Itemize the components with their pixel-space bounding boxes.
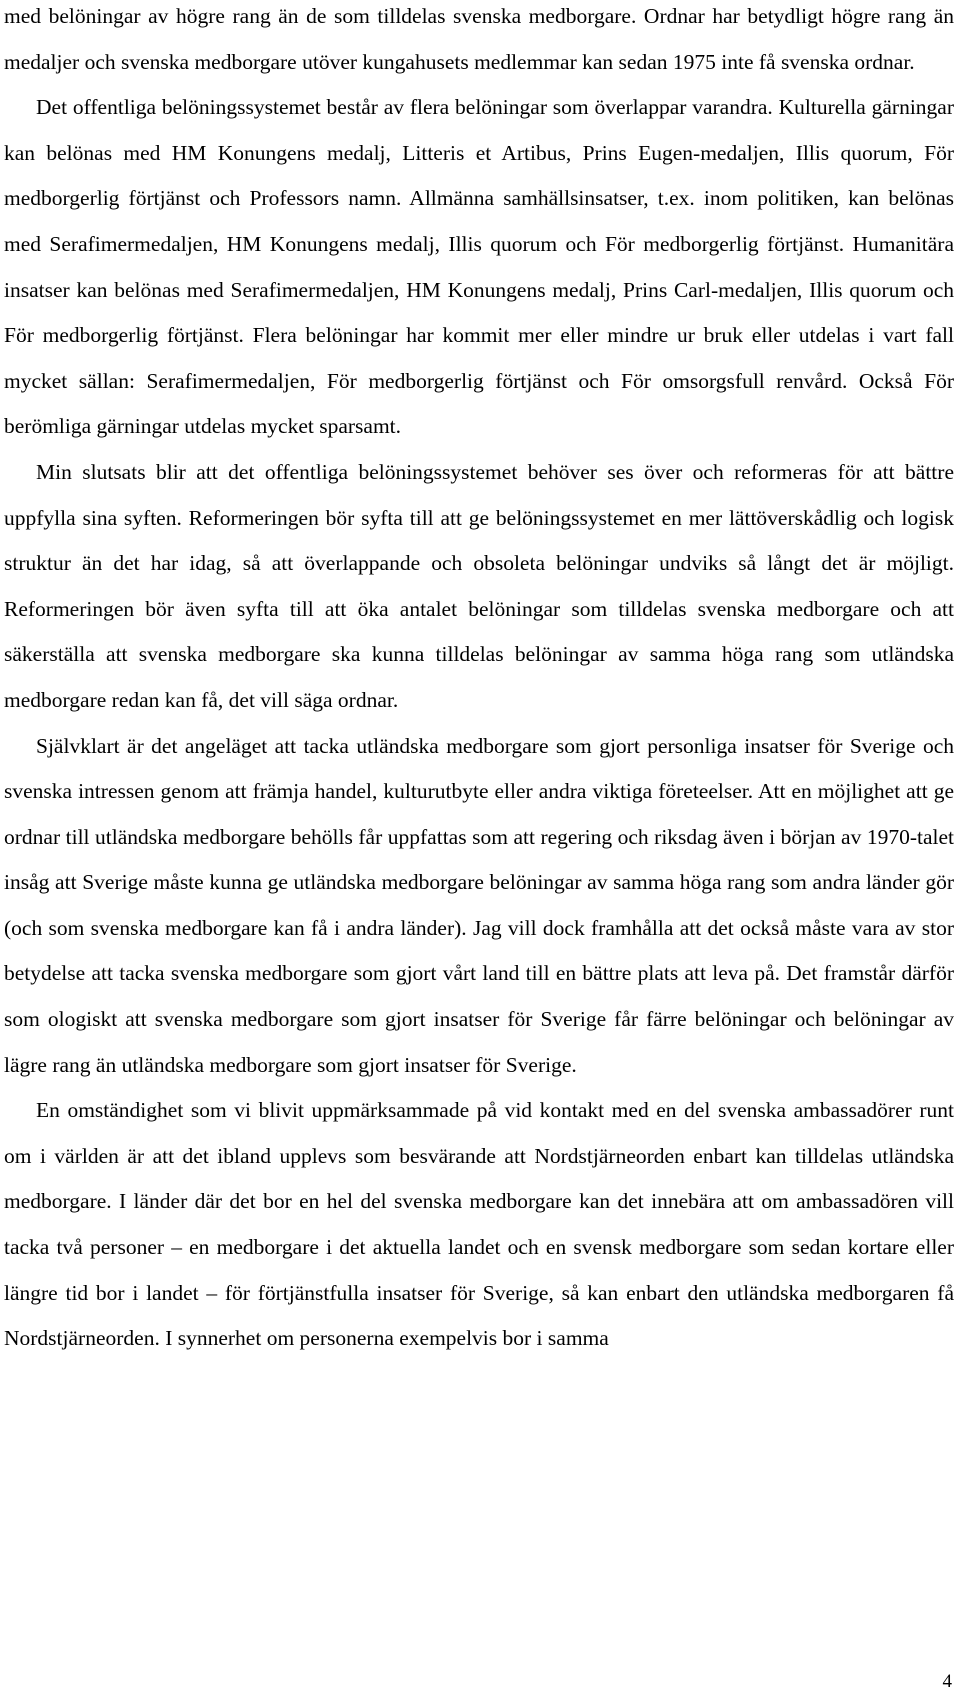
- page-number: 4: [942, 1671, 952, 1692]
- paragraph-foreign-citizens: Självklart är det angeläget att tacka utländska medborgare som gjort personliga insatser för Sverige och svenska intressen genom att främja handel, kulturutbyte eller andra viktiga företeelser. Att en möjlighet att ge ordnar till utländska medborgare behölls får uppfattas som att regering och riksdag även i början av 1970-talet insåg att Sverige måste kunna ge utländska medborgare belöningar av samma höga rang som andra länder gör (och som svenska medborgare kan få i andra länder). Jag vill dock framhålla att det också måste vara av stor betydelse att tacka svenska medborgare som gjort vårt land till en bättre plats att leva på. Det framstår därför som ologiskt att svenska medborgare som gjort insatser för Sverige får färre belöningar och belöningar av lägre rang än utländska medborgare som gjort insatser för Sverige.: [4, 733, 954, 1077]
- paragraph-ambassadors: En omständighet som vi blivit uppmärksammade på vid kontakt med en del svenska ambassadörer runt om i världen är att det ibland upplevs som besvärande att Nordstjärneorden enbart kan tilldelas utländska medborgare. I länder där det bor en hel del svenska medborgare kan det innebära att om ambassadören vill tacka två personer – en medborgare i det aktuella landet och en svensk medborgare som sedan kortare eller längre tid bor i landet – för förtjänstfulla insatser för Sverige, så kan enbart den utländska medborgaren få Nordstjärneorden. I synnerhet om personerna exempelvis bor i samma: [4, 1098, 954, 1351]
- paragraph-overlapping-rewards: Det offentliga belöningssystemet består av flera belöningar som överlappar varandra. Kulturella gärningar kan belönas med HM Konungens medalj, Litteris et Artibus, Prins Eugen-medaljen, Illis quorum, För medborgerlig förtjänst och Professors namn. Allmänna samhällsinsatser, t.ex. inom politiken, kan belönas med Serafimermedaljen, HM Konungens medalj, Illis quorum och För medborgerlig förtjänst. Humanitära insatser kan belönas med Serafimermedaljen, HM Konungens medalj, Prins Carl-medaljen, Illis quorum och För medborgerlig förtjänst. Flera belöningar har kommit mer eller mindre ur bruk eller utdelas i vart fall mycket sällan: Serafimermedaljen, För medborgerlig förtjänst och För omsorgsfull renvård. Också För berömliga gärningar utdelas mycket sparsamt.: [4, 95, 954, 439]
- paragraph-conclusion-reform: Min slutsats blir att det offentliga belöningssystemet behöver ses över och reformeras för att bättre uppfylla sina syften. Reformeringen bör syfta till att ge belöningssystemet en mer lättöverskådlig och logisk struktur än det har idag, så att överlappande och obsoleta belöningar undviks så långt det är möjligt. Reformeringen bör även syfta till att öka antalet belöningar som tilldelas svenska medborgare och att säkerställa att svenska medborgare ska kunna tilldelas belöningar av samma höga rang som utländska medborgare redan kan få, det vill säga ordnar.: [4, 459, 954, 712]
- body-text: [4, 0, 954, 1362]
- paragraph-continuation: med belöningar av högre rang än de som tilldelas svenska medborgare. Ordnar har betydligt högre rang än medaljer och svenska medborgare utöver kungahusets medlemmar kan sedan 1975 inte få svenska ordnar.: [4, 4, 954, 74]
